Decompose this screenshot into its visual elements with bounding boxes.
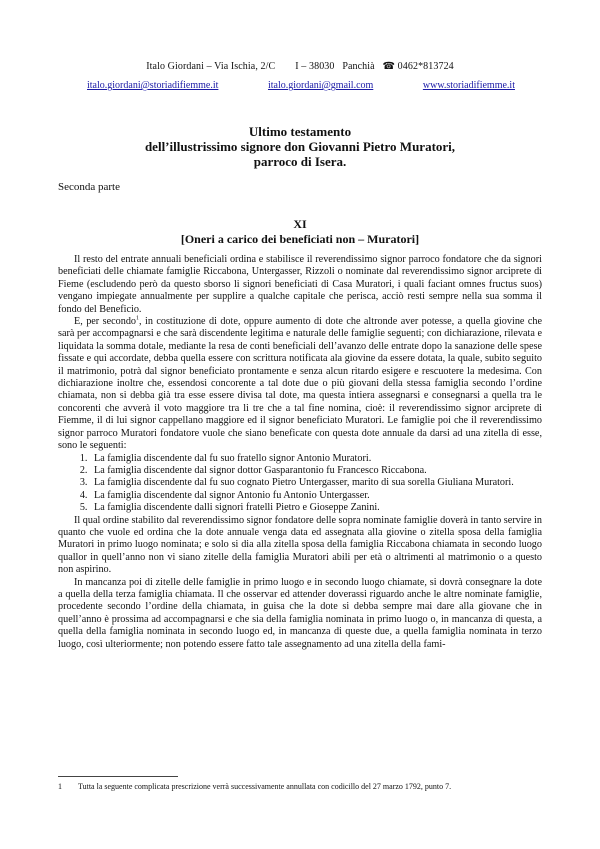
paragraph-2 [58, 316, 542, 452]
paragraph-2-rest: , in costituzione di dote, oppure aumento di dote che altronde aver potesse, a quella giovine che sarà per accompagnarsi e che sarà discendente legitima e naturale delle famiglie seguenti; con dichiarazione, rilevata e liquidata la somma dotale, mediante la resa de conti beneficiali dell’avanzo delle entrate dopo la sanazione delle spese fissate e qui accordate, debba quella essere con scrittura notificata ala giovine da essere dotata, la quale, subito seguito il matrimonio, potrà dal signor beneficiato prontamente e senza alcun ritardo esigere e rescuotere la medesima. Con dichiarazione inoltre che, essendosi concorente a tal dote due o più giovani della stessa famiglia secondo l’ordine chiamata, non si debba già tra esse essere divisa tal dote, ma questa intiera assegnarsi e consegnarsi a quella tra le concorenti che avverà il voto maggiore tra li tre che a tal fine nomina, cioè: il reverendissimo signor arciprete di Fiemme, il di lui signor cappellano maggiore ed il signor beneficiato Muratori. Le famiglie poi che il reverendissimo signor parroco Muratori fondatore vuole che siano beneficate con questa dote annuale da darsi ad una zitella di esse, sono le seguenti: [58, 316, 542, 452]
letterhead-address [0, 61, 600, 72]
chapter-heading [0, 217, 600, 247]
list-item: 3. La famiglia discendente dal fu suo cognato Pietro Untergasser, marito di sua sorella Giuliana Muratori. [90, 477, 542, 489]
email-link-storiadifiemme[interactable]: italo.giordani@storiadifiemme.it [87, 80, 219, 91]
paragraph-2-start: E, per secondo [74, 316, 137, 328]
chapter-title: [Oneri a carico dei beneficiati non – Muratori] [180, 232, 420, 246]
phone-number: 0462*813724 [397, 61, 454, 72]
letterhead-links [87, 80, 515, 91]
list-item: 1. La famiglia discendente dal fu suo fratello signor Antonio Muratori. [90, 453, 542, 465]
title-line-2: dell’illustrissimo signore don Giovanni Pietro Muratori, [144, 139, 456, 154]
list-item: 2. La famiglia discendente dal signor dottor Gasparantonio fu Francesco Riccabona. [90, 465, 542, 477]
paragraph-3: Il qual ordine stabilito dal reverendissimo signor fondatore delle sopra nominate famiglie doverà in tanto servire in quanto che vuole ed ordina che la dote annuale venga data ed assegnata alla giovine o zitella sposa della famiglia Muratori in primo luogo nominata; e solo si dia alla zitella sposa della famiglia Riccabona chiamata in secondo luogo quallor in quell’anno non vi siano zitelle della famiglia Muratori abili per età o altrimenti al matrimonio o a questo non aspirino. [58, 514, 542, 576]
footnote-divider [58, 776, 178, 777]
list-item: 4. La famiglia discendente dal signor Antonio fu Antonio Untergasser. [90, 490, 542, 502]
town: Panchià [342, 61, 375, 72]
title-line-3: parroco di Isera. [253, 154, 347, 169]
body-text [58, 254, 542, 651]
postal-code: I – 38030 [295, 61, 335, 72]
footnote [58, 782, 542, 791]
telephone-icon: ☎ [382, 61, 396, 72]
website-link[interactable]: www.storiadifiemme.it [422, 80, 515, 91]
author-address: Italo Giordani – Via Ischia, 2/C [146, 61, 276, 72]
families-list [58, 453, 542, 515]
footnote-text: Tutta la seguente complicata prescrizione verrà successivamente annullata con codicillo del 27 marzo 1792, punto 7. [78, 782, 452, 791]
list-item: 5. La famiglia discendente dalli signori fratelli Pietro e Gioseppe Zanini. [90, 502, 542, 514]
footnote-number: 1 [58, 782, 62, 791]
paragraph-4: In mancanza poi di zitelle delle famiglie in primo luogo e in secondo luogo chiamate, si dovrà consegnare la dote a quella della terza famiglia chiamata. Il che osservar ed attender doverassi riguardo anche le altre nominate famiglie, procedente secondo l’ordine della chiamata, in guisa che la dote si debba sempre mai dare alla giovane che in quell’anno è prossima ad accompagnarsi e che sia della famiglia nominata in primo luogo o, in mancanza di questa, a quella della famiglia nominata in secondo luogo ed, in mancanza di queste due, a quella famiglia nominata in terzo luogo, così ulteriormente; non potendo essere fatto tale assegnamento ad una zitella della fami- [58, 576, 542, 650]
chapter-number: XI [293, 217, 307, 231]
paragraph-1: Il resto del entrate annuali beneficiali ordina e stabilisce il reverendissimo signor parroco fondatore che da signori beneficiati delle chiamate famiglie Riccabona, Untergasser, Rizzoli o nominate dal reverendissimo signor arciprete di Fieme (escludendo però da questo sborso li signori beneficiati di Casa Muratori, i quali faciant omnes fructus suos) vengano impiegate annualmente per supplire a qualche capitale che perisca, acciò resti sempre nella sua somma il fondo del Beneficio. [58, 254, 542, 315]
document-title [0, 124, 600, 169]
email-link-gmail[interactable]: italo.giordani@gmail.com [267, 80, 374, 91]
section-label: Seconda parte [58, 181, 120, 193]
footnote-ref[interactable]: 1 [136, 315, 140, 322]
title-line-1: Ultimo testamento [248, 124, 352, 139]
